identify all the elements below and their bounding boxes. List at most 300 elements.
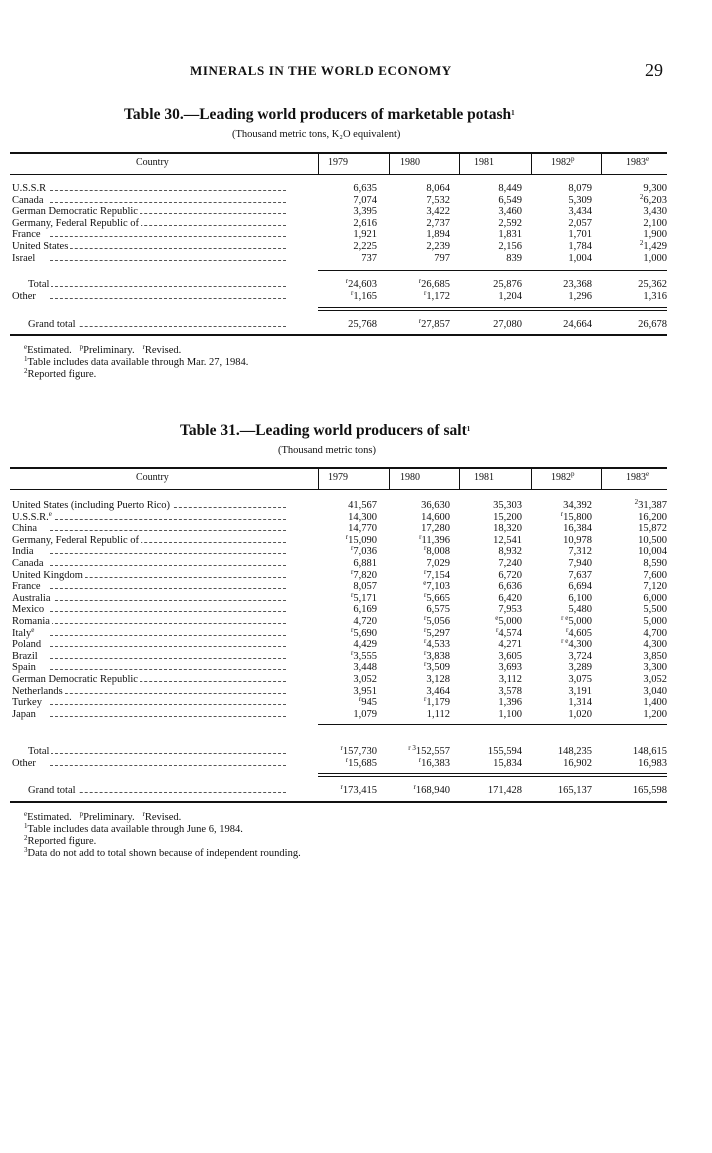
value-text: 11,396: [421, 534, 450, 546]
value-text: 8,057: [353, 581, 377, 593]
value-footnote-mark: r: [424, 625, 427, 634]
footnote-mark: p: [79, 810, 84, 818]
value-cell: [390, 532, 450, 546]
value-cell: [532, 183, 592, 194]
value-cell: [462, 686, 522, 697]
value-cell: [317, 639, 377, 650]
value-cell: [317, 206, 377, 217]
column-header-footnote-mark: e: [646, 470, 650, 478]
row-label: [12, 546, 36, 557]
leader-dots: [50, 190, 286, 191]
value-text: 31,387: [638, 500, 667, 511]
value-text: 1,314: [568, 697, 592, 709]
footnote: [24, 345, 181, 357]
value-cell: [607, 593, 667, 604]
row-label-text: Grand total: [28, 319, 76, 330]
value-text: 3,075: [568, 674, 592, 685]
footnote-mark: r: [142, 343, 145, 351]
value-cell: [390, 206, 450, 217]
value-text: 1,079: [353, 708, 377, 720]
value-cell: [532, 662, 592, 673]
value-cell: [532, 651, 592, 662]
column-header-text: 1982: [551, 157, 571, 168]
value-footnote-mark: r: [351, 288, 354, 297]
value-cell: [607, 523, 667, 534]
value-footnote-mark: r: [424, 614, 427, 622]
value-text: 5,480: [568, 604, 592, 616]
value-cell: [607, 581, 667, 592]
value-cell: [462, 785, 522, 796]
column-header-text: 1981: [474, 472, 494, 483]
table31-title: Table 31.—Leading world producers of salt$^1$: [180, 422, 471, 439]
footnote-text: Estimated.: [27, 345, 80, 356]
value-cell: [317, 195, 377, 206]
column-header-text: 1981: [474, 157, 494, 168]
row-label-text: Canada: [12, 194, 44, 206]
total-row: [10, 279, 667, 290]
value-cell: [462, 651, 522, 662]
value-cell: [390, 500, 450, 511]
value-text: 41,567: [348, 500, 377, 511]
value-cell: [607, 570, 667, 581]
value-cell: [462, 697, 522, 708]
table-row: [10, 192, 667, 206]
leader-dots: [50, 792, 286, 793]
header-column-divider: [531, 468, 532, 489]
value-text: 15,090: [348, 534, 377, 546]
footnote-text: Preliminary.: [83, 812, 143, 823]
footnote: [24, 357, 248, 369]
footnote: [24, 369, 96, 381]
value-text: 4,700: [643, 627, 667, 639]
value-text: 6,635: [353, 183, 377, 194]
value-cell: [607, 206, 667, 217]
leader-dots: [50, 716, 286, 717]
grand-total-rule: [318, 310, 667, 311]
value-footnote-mark: r: [340, 744, 343, 752]
value-text: 3,724: [568, 650, 592, 662]
value-text: 3,430: [643, 206, 667, 218]
row-label-text: France: [12, 229, 41, 241]
table-row: [10, 697, 667, 708]
value-text: 1,400: [643, 697, 667, 709]
value-text: 8,590: [643, 558, 667, 569]
column-header-year: [328, 472, 348, 483]
value-footnote-mark: r: [345, 277, 349, 285]
value-cell: [532, 195, 592, 206]
value-text: 5,000: [498, 616, 522, 627]
grand-total-rule: [318, 776, 667, 777]
value-cell: [607, 183, 667, 194]
value-cell: [390, 581, 450, 592]
value-cell: [532, 746, 592, 757]
row-label-text: United Kingdom: [12, 569, 83, 581]
value-footnote-mark: 2: [639, 192, 644, 201]
value-footnote-mark: r: [424, 288, 427, 297]
leader-dots: [50, 202, 286, 203]
value-text: 165,598: [632, 785, 667, 796]
column-header-text: 1979: [328, 472, 348, 483]
value-cell: [390, 558, 450, 569]
row-label: [12, 241, 70, 252]
value-cell: [317, 674, 377, 685]
value-text: 4,574: [498, 627, 522, 639]
footnote-text: Reported figure.: [27, 836, 97, 847]
value-cell: [390, 229, 450, 240]
leader-dots: [50, 600, 286, 601]
value-cell: [390, 639, 450, 650]
row-label: [12, 593, 53, 604]
value-cell: [462, 709, 522, 720]
row-label: [12, 195, 46, 206]
column-header-text: Country: [136, 157, 169, 168]
row-label: [12, 523, 39, 534]
value-cell: [317, 686, 377, 697]
value-cell: [390, 686, 450, 697]
leader-dots: [50, 693, 286, 694]
row-label: [12, 662, 38, 673]
value-footnote-mark: r: [419, 532, 422, 541]
row-label: [12, 758, 38, 769]
value-footnote-mark: r: [351, 544, 354, 553]
row-label: [12, 639, 43, 650]
value-text: 6,636: [498, 581, 522, 593]
value-text: 35,303: [493, 500, 522, 511]
value-text: 27,080: [493, 319, 522, 330]
value-cell: [532, 279, 592, 290]
value-cell: [317, 755, 377, 769]
footnote: [24, 812, 181, 824]
value-text: 10,500: [638, 534, 667, 546]
value-cell: [317, 279, 377, 290]
table-row: [10, 581, 667, 592]
value-cell: [607, 500, 667, 511]
value-text: 6,420: [498, 592, 522, 604]
grand-total-row: [10, 785, 667, 796]
value-text: 25,362: [638, 279, 667, 290]
row-label: [12, 218, 141, 229]
value-cell: [462, 512, 522, 523]
value-footnote-mark: r: [345, 755, 349, 764]
leader-dots: [50, 530, 286, 531]
value-cell: [462, 523, 522, 534]
value-cell: [462, 746, 522, 757]
row-label: [28, 279, 51, 290]
column-header-year: [551, 472, 575, 483]
value-text: 5,056: [426, 616, 450, 627]
value-footnote-mark: r: [413, 783, 416, 791]
value-cell: [317, 241, 377, 252]
value-cell: [390, 218, 450, 229]
value-cell: [607, 535, 667, 546]
value-text: 2,616: [353, 217, 377, 229]
table-row: [10, 590, 667, 604]
value-cell: [607, 662, 667, 673]
value-text: 1,784: [568, 241, 592, 252]
value-text: 7,029: [426, 558, 450, 569]
value-cell: [607, 241, 667, 252]
value-cell: [462, 229, 522, 240]
footnote-mark: 1: [24, 822, 28, 830]
value-text: 7,154: [426, 569, 450, 581]
other-row: [10, 755, 667, 769]
total-row: [10, 746, 667, 757]
value-text: 1,316: [643, 290, 667, 302]
table-row: [10, 709, 667, 720]
value-footnote-mark: r: [566, 625, 569, 634]
value-text: 4,300: [568, 639, 592, 651]
header-bottom-rule: [10, 174, 667, 175]
value-text: 15,872: [638, 523, 667, 535]
header-column-divider: [459, 468, 460, 489]
value-cell: [532, 229, 592, 240]
row-label: [12, 697, 44, 708]
row-label-text: German Democratic Republic: [12, 674, 138, 685]
row-label-text: Total: [28, 279, 50, 290]
value-cell: [390, 241, 450, 252]
value-cell: [607, 319, 667, 330]
value-cell: [390, 604, 450, 615]
header-column-divider: [318, 153, 319, 174]
value-cell: [390, 625, 450, 639]
row-label-text: Australia: [12, 592, 51, 604]
row-label: [12, 651, 40, 662]
value-cell: [390, 546, 450, 557]
value-cell: [607, 674, 667, 685]
value-cell: [462, 674, 522, 685]
value-cell: [317, 558, 377, 569]
value-cell: [462, 206, 522, 217]
row-label-text: Poland: [12, 639, 42, 651]
footnote-mark: e: [24, 343, 28, 351]
value-cell: [317, 662, 377, 673]
row-label: [12, 674, 140, 685]
value-cell: [607, 686, 667, 697]
row-label-text: Germany, Federal Republic of: [12, 217, 140, 229]
table-row: [10, 686, 667, 697]
value-text: 9,300: [643, 183, 667, 194]
value-cell: [462, 241, 522, 252]
value-cell: [532, 218, 592, 229]
value-cell: [462, 581, 522, 592]
row-label-text: United States: [12, 241, 69, 252]
value-text: 5,690: [353, 627, 377, 639]
value-cell: [317, 709, 377, 720]
row-label: [12, 253, 37, 264]
row-label: [28, 746, 51, 757]
value-cell: [390, 755, 450, 769]
value-text: 4,533: [426, 639, 450, 651]
value-text: 3,460: [498, 206, 522, 218]
value-text: 4,300: [643, 639, 667, 651]
value-text: 26,685: [421, 279, 450, 290]
value-cell: [532, 674, 592, 685]
value-text: 6,575: [426, 604, 450, 616]
value-cell: [462, 639, 522, 650]
column-header-footnote-mark: p: [571, 470, 575, 478]
value-text: 7,036: [353, 546, 377, 558]
value-text: 8,064: [426, 183, 450, 194]
column-header-text: 1983: [626, 472, 646, 483]
page-number: 29: [645, 60, 663, 80]
value-cell: [607, 651, 667, 662]
value-cell: [390, 697, 450, 708]
value-cell: [390, 709, 450, 720]
value-cell: [317, 500, 377, 511]
value-text: 3,191: [568, 685, 592, 697]
value-footnote-mark: 2: [639, 239, 644, 247]
value-text: 2,225: [353, 241, 377, 252]
value-text: 15,800: [563, 511, 592, 523]
value-text: 25,768: [348, 319, 377, 330]
value-text: 1,831: [498, 229, 522, 241]
value-cell: [390, 253, 450, 264]
row-label-text: Germany, Federal Republic of: [12, 534, 140, 546]
value-text: 6,169: [353, 604, 377, 616]
value-text: 797: [434, 252, 450, 264]
value-text: 16,383: [421, 757, 450, 769]
row-label-text: Other: [12, 757, 36, 769]
value-text: 17,280: [421, 523, 450, 535]
table-bottom-rule: [10, 801, 667, 803]
table30-subtitle: (Thousand metric tons, K₂O equivalent): [232, 129, 401, 140]
row-label: [12, 558, 46, 569]
value-text: 737: [361, 252, 377, 264]
value-cell: [317, 288, 377, 302]
value-text: 3,448: [353, 662, 377, 674]
value-text: 4,720: [353, 616, 377, 627]
value-cell: [532, 616, 592, 627]
row-label-text: Spain: [12, 662, 36, 674]
footnote-text: Revised.: [144, 345, 182, 356]
value-footnote-mark: r: [424, 648, 427, 657]
value-text: 3,464: [426, 685, 450, 697]
value-text: 168,940: [415, 785, 450, 796]
value-footnote-mark: r: [560, 509, 564, 518]
footnote-mark: p: [79, 343, 84, 351]
value-cell: [317, 604, 377, 615]
value-text: 6,549: [498, 194, 522, 206]
value-text: 5,309: [568, 194, 592, 206]
value-text: 6,100: [568, 592, 592, 604]
column-header-year: [626, 472, 649, 483]
grand-total-rule: [318, 773, 667, 774]
row-label: [28, 785, 78, 796]
header-top-rule: [10, 152, 667, 154]
value-cell: [532, 785, 592, 796]
value-text: 5,297: [426, 627, 450, 639]
row-label: [12, 183, 48, 194]
table-row: [10, 218, 667, 229]
value-cell: [462, 662, 522, 673]
row-label: [12, 229, 43, 240]
footnote-mark: 2: [24, 367, 28, 375]
value-cell: [532, 546, 592, 557]
subtotal-rule: [318, 270, 667, 271]
table-row: [10, 616, 667, 627]
value-cell: [607, 229, 667, 240]
footnote: [24, 836, 96, 848]
column-header-country: [136, 472, 169, 483]
value-text: 171,428: [487, 785, 522, 796]
column-header-year: [328, 157, 348, 168]
value-footnote-mark: r: [424, 544, 427, 553]
table-row: [10, 674, 667, 685]
value-text: 7,532: [426, 194, 450, 206]
value-cell: [317, 567, 377, 581]
value-text: 3,300: [643, 662, 667, 674]
value-text: 165,137: [557, 785, 592, 796]
value-text: 1,296: [568, 290, 592, 302]
value-text: 7,103: [426, 581, 450, 593]
footnote-mark: 1: [24, 355, 28, 363]
other-row: [10, 288, 667, 302]
value-text: 1,200: [643, 708, 667, 720]
value-cell: [607, 253, 667, 264]
value-text: 1,921: [353, 229, 377, 241]
value-cell: [317, 785, 377, 796]
value-cell: [317, 229, 377, 240]
value-cell: [532, 535, 592, 546]
value-cell: [532, 253, 592, 264]
value-text: 6,720: [498, 569, 522, 581]
value-text: 7,953: [498, 604, 522, 616]
header-column-divider: [389, 153, 390, 174]
row-label-text: Brazil: [12, 650, 38, 662]
row-label: [28, 319, 78, 330]
header-bottom-rule: [10, 489, 667, 490]
table-row: [10, 523, 667, 534]
value-footnote-mark: r: [351, 648, 354, 657]
value-cell: [462, 218, 522, 229]
header-column-divider: [318, 468, 319, 489]
footnote-mark: 2: [24, 834, 28, 842]
value-text: 157,730: [342, 746, 377, 757]
footnote-text: Revised.: [144, 812, 182, 823]
value-text: 6,203: [643, 194, 667, 206]
row-label-text: Turkey: [12, 697, 42, 709]
table-row: [10, 546, 667, 557]
value-footnote-mark: r: [358, 695, 362, 704]
value-text: 8,008: [426, 546, 450, 558]
row-label: [12, 686, 65, 697]
row-label-text: United States (including Puerto Rico): [12, 500, 171, 511]
value-cell: [462, 758, 522, 769]
value-text: 14,770: [348, 523, 377, 535]
value-cell: [462, 279, 522, 290]
leader-dots: [50, 248, 286, 249]
column-header-footnote-mark: e: [646, 155, 650, 163]
row-label-text: German Democratic Republic: [12, 206, 138, 218]
value-footnote-mark: r: [496, 625, 499, 634]
value-cell: [390, 183, 450, 194]
value-text: 3,040: [643, 685, 667, 697]
value-text: 1,112: [426, 708, 450, 720]
value-text: 1,894: [426, 229, 450, 241]
value-text: 5,171: [353, 592, 377, 604]
value-cell: [390, 319, 450, 330]
row-label: [12, 500, 172, 511]
value-cell: [532, 319, 592, 330]
value-text: 1,179: [426, 697, 450, 709]
value-text: 18,320: [493, 523, 522, 535]
value-text: 1,165: [353, 290, 377, 302]
value-footnote-mark: r: [424, 590, 427, 599]
value-text: 4,271: [498, 639, 522, 651]
leader-dots: [50, 236, 286, 237]
table-row: [10, 558, 667, 569]
value-cell: [607, 616, 667, 627]
